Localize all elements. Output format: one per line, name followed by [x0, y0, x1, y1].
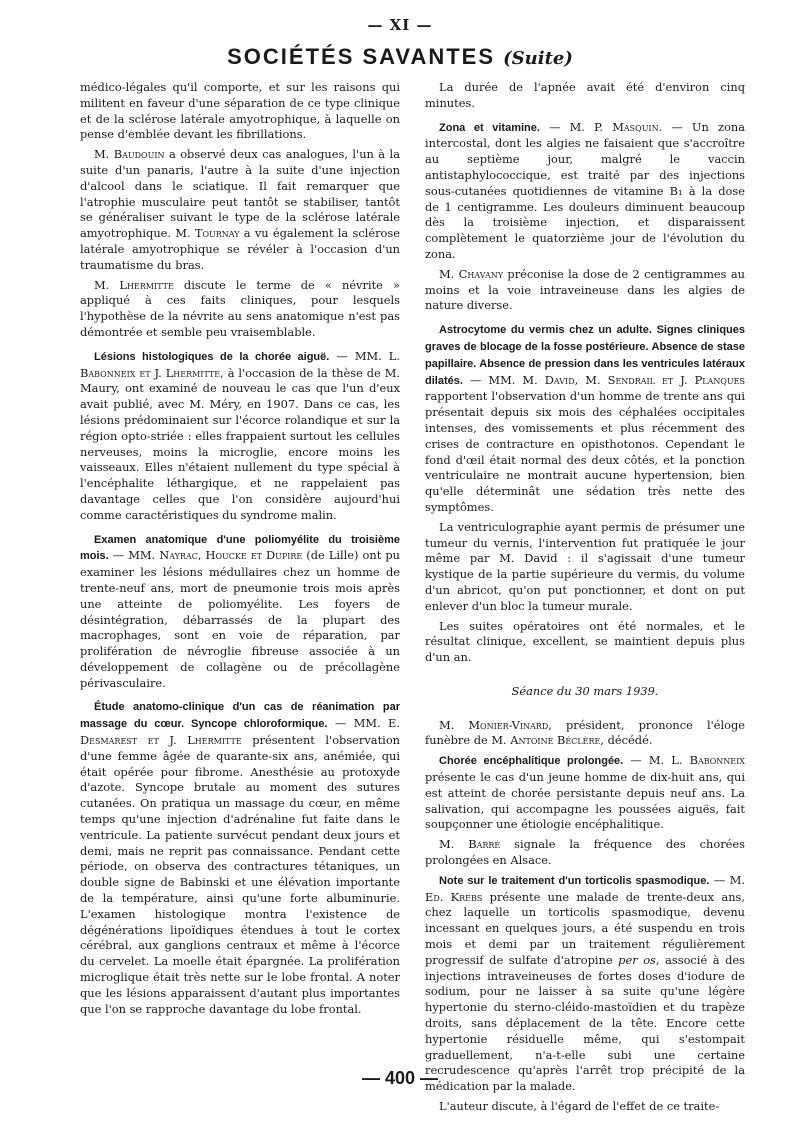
- paragraph-lhermitte: [80, 278, 400, 341]
- page-number: — 400 —: [361, 1068, 439, 1088]
- section-authors: MM. L. Babonneix et J. Lhermitte: [80, 348, 400, 380]
- section-text: présente une malade de trente-deux ans, chez laquelle un torticolis spasmodique, devenu incessant en quelques jours, a été suspendu en trois mois et demi par un traitement régulièrement progressif de sulfate d'atropine: [425, 889, 745, 967]
- paragraph-président: [425, 718, 745, 750]
- section-torticolis: Note sur le traitement d'un torticolis spasmodique. — M. Ed. Krebs présente une malade de trente-deux ans, chez laquelle un torticolis spasmodique, devenu incessant en quelques jours, a été suspendu en trois mois et demi par un traitement régulièrement progressif de sulfate d'atropine per os, associé à des injections intraveineuses de fortes doses d'iodure de sodium, pour ne laisser à sa suite qu'une légère hypertonie du sterno-cléido-mastoïdien et du trapèze droits, sans déplacement de la tête. Encore cette hypertonie résiduelle même, qui s'estompait graduellement, n'a-t-elle subi une certaine recrudescence qu'après l'arrêt trop précipité de la médication par la malade.: [425, 872, 745, 1094]
- author-name: M. Baudouin: [94, 147, 165, 162]
- roman-folio: — XI —: [367, 16, 433, 34]
- author-name: M. Barré: [439, 837, 501, 852]
- section-authors: MM. E. Desmarest et J. Lhermitte: [80, 716, 400, 748]
- paragraph-text: signale la fréquence des chorées prolongées en Alsace.: [425, 837, 745, 868]
- author-name: Antoine Béclère: [510, 733, 601, 748]
- paragraph-auteur: L'auteur discute, à l'égard de l'effet de ce traite-: [439, 1099, 720, 1114]
- section-astrocytome: Astrocytome du vermis chez un adulte. Signes cliniques graves de blocage de la fosse postérieure. Absence de stase papillaire. Absence de pression dans les ventricules latéraux dilatés. — MM. M. David, M. Sendrail et J. Planques rapportent l'observation d'un homme de trente ans qui présentait depuis six mois des céphalées occipitales intenses, des vomissements et plus récemment des crises de contracture en opisthotonos. Cependant le fond d'œil était normal des deux côtés, et la ponction ventriculaire ne montrait aucune hypertension, bien qu'elle déterminât une sédation très nette des symptômes.: [425, 324, 745, 514]
- section-chorée-aiguë: Lésions histologiques de la chorée aiguë. — MM. L. Babonneix et J. Lhermitte, à l'occasion de la thèse de M. Maury, ont examiné de nouveau le cas que l'un d'eux avait publié, avec M. Méry, en 1907. Dans ce cas, les lésions prédominaient sur l'écorce rolandique et sur la région opto-striée : elles frappaient surtout les cellules nerveuses, moins la microglie, encore moins les vaisseaux. Elles n'étaient nullement du type spécial à l'encéphalite léthargique, et ne rappelaient pas davantage celles que l'on considère aujourd'hui comme caractéristiques du syndrome malin.: [80, 348, 400, 522]
- paragraph-text: a vu également la sclérose latérale amyotrophique se révéler à l'occasion d'un traumatisme du bras.: [80, 226, 400, 272]
- paragraph-text: préconise la dose de 2 centigrammes au moins et la voie intraveineuse dans les algies de nature diverse.: [425, 266, 745, 313]
- section-réanimation: Étude anatomo-clinique d'un cas de réanimation par massage du cœur. Syncope chloroformique. — MM. E. Desmarest et J. Lhermitte présentent l'observation d'une femme âgée de quarante-six ans, anémiée, qui était opérée pour fibrome. Anesthésie au protoxyde d'azote. Syncope brutale au moment des sutures cutanées. On pratiqua un massage du cœur, en même temps qu'une injection d'adrénaline fut faite dans le ventricule. La patiente survécut pendant deux jours et demi, mais ne reprit pas connaissance. Pendant cette période, on observa des contractures tétaniques, un double signe de Babinski et une élévation importante de la température, ainsi qu'une forte albuminurie. L'examen histologique montra l'existence de dégénérations lipoïdiques étendues à tout le cortex cérébral, aux ganglions centraux et même à l'écorce du cervelet. La moelle était épargnée. La prolifération microglique était très nette sur le lobe frontal. A noter que les lésions apparaissent d'autant plus importantes que l'on se rapproche davantage du lobe frontal.: [80, 701, 401, 1016]
- section-zona: Zona et vitamine. — M. P. Masquin. — Un zona intercostal, dont les algies ne faisaient que s'accroître au septième jour, malgré le vaccin antistaphylococcique, est traité par des injections sous-cutanées quotidiennes de vitamine B₁ à la dose de 1 centigramme. Les douleurs diminuent beaucoup dès la troisième injection, et disparaissent complètement le quatorzième jour de l'évolution du zona.: [425, 119, 745, 261]
- section-text: , associé à des injections intraveineuses de fortes doses d'iodure de sodium, pour ne laisser à sa suite qu'une légère hypertonie du sterno-cléido-mastoïdien et du trapèze droits, sans déplacement de la tête. Encore cette hypertonie résiduelle même, qui s'estompait graduellement, n'a-t-elle subi une certaine recrudescence qu'après l'arrêt trop précipité de la médication par la malade.: [425, 952, 745, 1094]
- session-date: Séance du 30 mars 1939.: [511, 683, 659, 698]
- section-text: présente le cas d'un jeune homme de dix-huit ans, qui est atteint de chorée persistante depuis neuf ans. La salivation, qui accompagne les poussées aiguës, fait soupçonner une étiologie encéphalitique.: [425, 770, 745, 832]
- section-heading: Chorée encéphalitique prolongée.: [439, 755, 624, 768]
- author-name: M. Chavany: [439, 266, 504, 281]
- section-authors: M. Ed. Krebs: [425, 872, 745, 904]
- section-heading: Astrocytome du vermis chez un adulte. Signes cliniques graves de blocage de la fosse postérieure. Absence de stase papillaire. Absence de pression dans les ventricules latéraux dilatés.: [425, 324, 745, 387]
- page-title: [0, 44, 800, 70]
- paragraph-baudouin: [80, 147, 400, 273]
- author-name: M. Monier-Vinard: [439, 717, 549, 732]
- section-heading: Note sur le traitement d'un torticolis spasmodique.: [439, 874, 710, 887]
- paragraph-text: , décédé.: [600, 733, 653, 748]
- section-heading: Zona et vitamine.: [439, 121, 540, 134]
- author-name: Tournay: [194, 226, 240, 241]
- author-name: M. Lhermitte: [94, 277, 174, 292]
- section-text: rapportent l'observation d'un homme de trente ans qui présentait depuis six mois des céphalées occipitales intenses, des vomissements et plus récemment des crises de contracture en opisthotonos. Cependant le fond d'œil était normal des deux côtés, et la ponction ventriculaire ne montrait aucune hypertension, bien qu'elle déterminât une sédation très nette des symptômes.: [425, 389, 745, 514]
- section-text: . — Un zona intercostal, dont les algies ne faisaient que s'accroître au septième jour, malgré le vaccin antistaphylococcique, est traité par des injections sous-cutanées quotidiennes de vitamine B₁ à la dose de 1 centigramme. Les douleurs diminuent beaucoup dès la troisième injection, et disparaissent complètement le quatorzième jour de l'évolution du zona.: [425, 119, 745, 261]
- section-text: (de Lille) ont pu examiner les lésions médullaires chez un homme de trente-neuf ans, mort de pneumonie trois mois après une atteinte de poliomyélite. Les foyers de désintégration, débarrassés de la plupart des macrophages, sont en voie de réparation, par prolifération de névroglie fibreuse associée à un développement de collagène ou de précollagène périvasculaire.: [80, 548, 400, 690]
- paragraph-text: a observé deux cas analogues, l'un à la suite d'un panaris, l'autre à la suite d'une injection d'alcool dans le sciatique. Il fait remarquer que l'atrophie musculaire peut tantôt se stabiliser, tantôt se généraliser suivant le type de la sclérose latérale amyotrophique. M.: [80, 147, 400, 241]
- title-text: SOCIÉTÉS SAVANTES: [227, 44, 496, 69]
- paragraph-continuation: médico-légales qu'il comporte, et sur les raisons qui militent en faveur d'une séparation de ce type clinique et de la sclérose latérale amyotrophique, à laquelle on pense d'emblée devant les fibrillations.: [80, 80, 400, 142]
- title-suffix: (Suite): [503, 48, 573, 69]
- right-column: [425, 80, 745, 1119]
- paragraph-ventriculographie: La ventriculographie ayant permis de présumer une tumeur du vernis, l'intervention fut pratiquée le jour même par M. David : il s'agissait d'une tumeur kystique de la partie supérieure du vermis, du volume d'un abricot, qu'on put ponctionner, et dont on put enlever d'un bloc la tumeur murale.: [425, 519, 745, 613]
- section-heading: Examen anatomique d'une poliomyélite du troisième mois.: [80, 533, 400, 563]
- section-heading: Étude anatomo-clinique d'un cas de réanimation par massage du cœur. Syncope chloroformique.: [80, 701, 400, 731]
- section-authors: M. P. Masquin: [569, 119, 659, 134]
- paragraph-text: , président, prononce l'éloge funèbre de M.: [425, 717, 745, 748]
- section-poliomyélite: Examen anatomique d'une poliomyélite du troisième mois. — MM. Nayrac, Houcke et Dupire (de Lille) ont pu examiner les lésions médullaires chez un homme de trente-neuf ans, mort de pneumonie trois mois après une atteinte de poliomyélite. Les foyers de désintégration, débarrassés de la plupart des macrophages, sont en voie de réparation, par prolifération de névroglie fibreuse associée à un développement de collagène ou de précollagène périvasculaire.: [80, 533, 400, 690]
- section-authors: MM. Nayrac, Houcke et Dupire: [128, 548, 303, 563]
- paragraph-chavany: [425, 267, 745, 314]
- italic-term: per os: [618, 952, 656, 967]
- section-text: présentent l'observation d'une femme âgée de quarante-six ans, anémiée, qui était opérée pour fibrome. Anesthésie au protoxyde d'azote. Syncope brutale au moment des sutures cutanées. On pratiqua un massage du cœur, en même temps qu'une injection d'adrénaline fut faite dans le ventricule. La patiente survécut pendant deux jours et demi, mais ne reprit pas connaissance. Pendant cette période, on observa des contractures tétaniques, un double signe de Babinski et une élévation importante de la température, ainsi qu'une forte albuminurie. L'examen histologique montra l'existence de dégénérations lipoïdiques étendues à tout le cortex cérébral, aux ganglions centraux et même à l'écorce du cervelet. La moelle était épargnée. La prolifération microglique était très nette sur le lobe frontal. A noter que les lésions apparaissent d'autant plus importantes que l'on se rapproche davantage du lobe frontal.: [80, 733, 401, 1016]
- paragraph-suites: Les suites opératoires ont été normales, et le résultat clinique, excellent, se maintient depuis plus d'un an.: [425, 618, 745, 665]
- section-chorée-encéphalitique: Chorée encéphalitique prolongée. — M. L. Babonneix présente le cas d'un jeune homme de dix-huit ans, qui est atteint de chorée persistante depuis neuf ans. La salivation, qui accompagne les poussées aiguës, fait soupçonner une étiologie encéphalitique.: [425, 753, 745, 832]
- section-text: , à l'occasion de la thèse de M. Maury, ont examiné de nouveau le cas que l'un d'eux avait publié, avec M. Méry, en 1907. Dans ce cas, les lésions prédominaient sur l'écorce rolandique et sur la région opto-striée : elles frappaient surtout les cellules nerveuses, moins la microglie, encore moins les vaisseaux. Elles n'étaient nullement du type spécial à l'encéphalite léthargique, et ne rappelaient pas davantage celles que l'on considère aujourd'hui comme caractéristiques du syndrome malin.: [80, 365, 400, 522]
- section-authors: M. L. Babonneix: [648, 753, 745, 768]
- paragraph-text: discute le terme de « névrite » appliqué à ces faits cliniques, pour lesquels l'hypothèse de la névrite au sens anatomique n'est pas démontrée et semble peu vraisemblable.: [80, 277, 400, 339]
- left-column: [80, 80, 400, 1021]
- section-heading: Lésions histologiques de la chorée aiguë.: [94, 350, 330, 363]
- paragraph-barré: [425, 837, 745, 869]
- paragraph-apnée: La durée de l'apnée avait été d'environ cinq minutes.: [425, 80, 745, 110]
- section-authors: MM. M. David, M. Sendrail et J. Planques: [488, 372, 745, 387]
